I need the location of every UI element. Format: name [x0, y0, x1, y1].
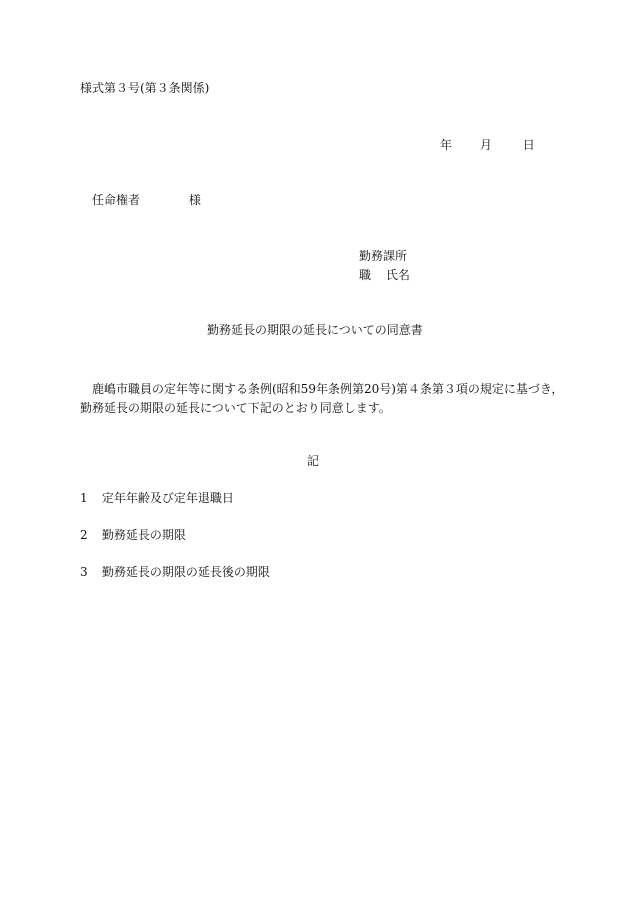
date-line [440, 139, 535, 151]
list-item-number: 3 [80, 565, 88, 579]
ki-heading: 記 [307, 454, 320, 468]
form-number: 様式第３号(第３条関係) [80, 81, 210, 95]
applicant-position-name [359, 269, 410, 281]
list-item [80, 566, 270, 578]
applicant-name-label: 氏名 [385, 268, 410, 282]
list-item-label: 定年年齢及び定年退職日 [101, 491, 234, 505]
list-item-number: 1 [80, 491, 88, 505]
consent-body-line-2: 勤務延長の期限の延長について下記のとおり同意します。 [80, 401, 391, 415]
date-year-label: 年 [440, 138, 453, 152]
consent-body [80, 380, 564, 418]
date-day-label: 日 [522, 138, 535, 152]
appointing-authority-line [92, 194, 201, 206]
applicant-position-label: 職 [359, 268, 372, 282]
appointing-authority-label: 任命権者 [92, 193, 141, 207]
list-item [80, 492, 234, 504]
list-item-number: 2 [80, 528, 88, 542]
date-month-label: 月 [479, 138, 492, 152]
list-item [80, 529, 186, 541]
appointing-authority-honorific: 様 [188, 193, 201, 207]
consent-body-line-1: 鹿嶋市職員の定年等に関する条例(昭和59年条例第20号)第４条第３項の規定に基づき， [92, 382, 564, 396]
applicant-department: 勤務課所 [359, 249, 408, 263]
list-item-label: 勤務延長の期限の延長後の期限 [101, 565, 270, 579]
list-item-label: 勤務延長の期限 [101, 528, 186, 542]
document-title: 勤務延長の期限の延長についての同意書 [207, 323, 423, 337]
